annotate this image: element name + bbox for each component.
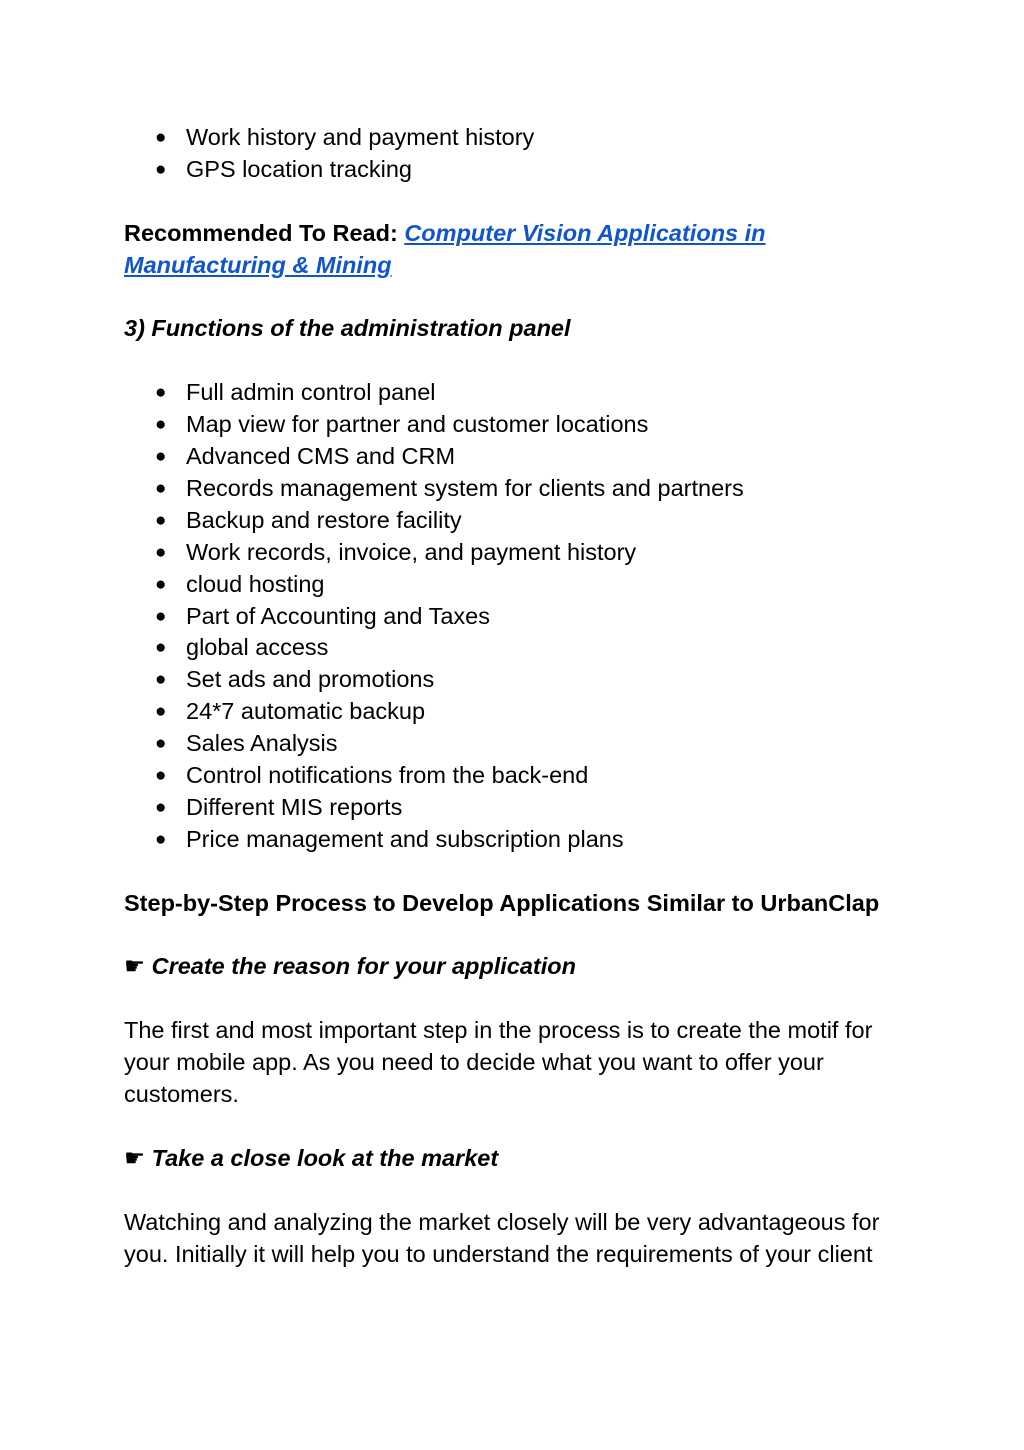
step-title: ☛ Create the reason for your application [124, 953, 576, 980]
bullet-icon: ● [155, 541, 167, 563]
admin-section-heading: 3) Functions of the administration panel [124, 315, 571, 342]
bullet-icon: ● [155, 446, 167, 468]
bullet-icon: ● [155, 796, 167, 818]
document-content [124, 122, 914, 1271]
bullet-icon: ● [155, 158, 167, 180]
list-item: ● cloud hosting [124, 569, 914, 601]
step-title: ☛ Take a close look at the market [124, 1144, 499, 1171]
step-body: The first and most important step in the process is to create the motif for your mobile app. As you need to decide what you want to offer your customers. [124, 1017, 873, 1108]
list-item: ● Set ads and promotions [124, 664, 914, 696]
bullet-icon: ● [155, 509, 167, 531]
bullet-icon: ● [155, 605, 167, 627]
bullet-icon: ● [155, 477, 167, 499]
list-item: ● Records management system for clients and partners [124, 473, 914, 505]
bullet-icon: ● [155, 573, 167, 595]
process-heading: Step-by-Step Process to Develop Applications Similar to UrbanClap [124, 889, 880, 916]
list-item: ● Sales Analysis [124, 728, 914, 760]
recommended-article-link[interactable]: Computer Vision Applications in Manufacturing & Mining [124, 219, 766, 278]
list-item: ● Backup and restore facility [124, 505, 914, 537]
admin-feature-list [124, 377, 914, 856]
bullet-icon: ● [155, 701, 167, 723]
list-item: ● Map view for partner and customer locations [124, 409, 914, 441]
feature-list-top [124, 122, 914, 186]
bullet-icon: ● [155, 637, 167, 659]
bullet-icon: ● [155, 669, 167, 691]
list-item: ● Price management and subscription plans [124, 824, 914, 856]
bullet-icon: ● [155, 765, 167, 787]
list-item: ● Work history and payment history [124, 122, 914, 154]
list-item: ● Part of Accounting and Taxes [124, 601, 914, 633]
step-body: Watching and analyzing the market closely will be very advantageous for you. Initially it will help you to understand the requirements of your client [124, 1208, 880, 1267]
list-item: ● Work records, invoice, and payment history [124, 537, 914, 569]
recommended-label: Recommended To Read: [124, 219, 398, 246]
list-item: ● global access [124, 632, 914, 664]
bullet-icon: ● [155, 828, 167, 850]
bullet-icon: ● [155, 733, 167, 755]
bullet-icon: ● [155, 414, 167, 436]
list-item: ● GPS location tracking [124, 154, 914, 186]
bullet-icon: ● [155, 127, 167, 148]
list-item: ● Control notifications from the back-end [124, 760, 914, 792]
recommended-to-read [124, 218, 914, 282]
list-item: ● 24*7 automatic backup [124, 696, 914, 728]
bullet-icon: ● [155, 382, 167, 404]
list-item: ● Full admin control panel [124, 377, 914, 409]
list-item: ● Different MIS reports [124, 792, 914, 824]
list-item: ● Advanced CMS and CRM [124, 441, 914, 473]
